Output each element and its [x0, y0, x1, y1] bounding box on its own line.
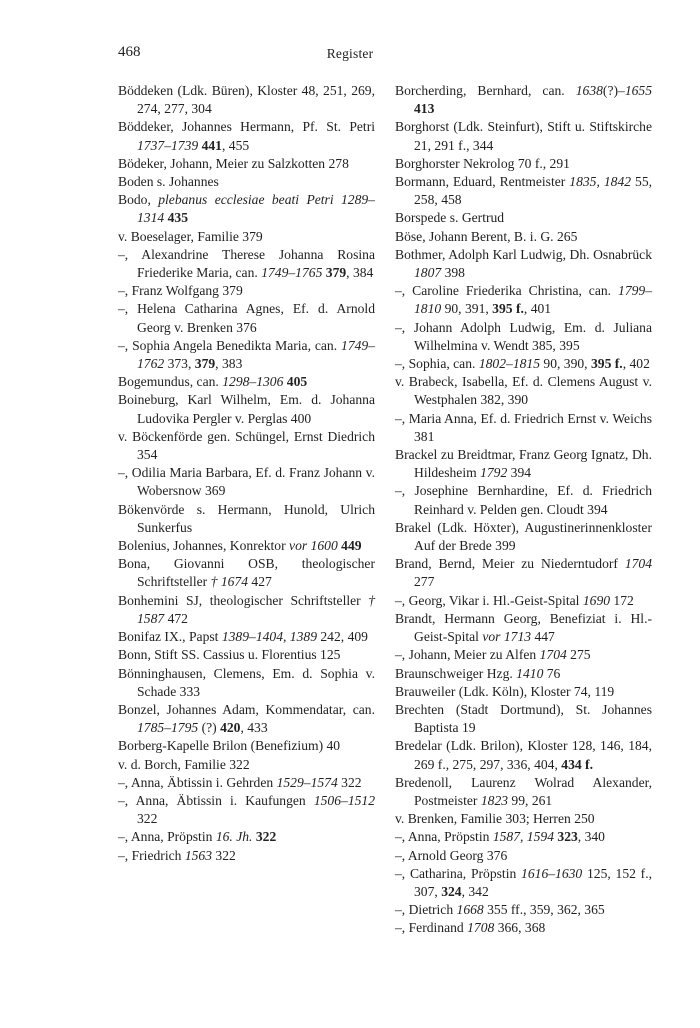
register-entry: Böddeken (Ldk. Büren), Kloster 48, 251, 269, 274, 277, 304: [118, 83, 375, 117]
register-column-right: [395, 82, 652, 938]
register-entry: –, Arnold Georg 376: [395, 847, 508, 863]
register-entry: Borberg-Kapelle Brilon (Benefizium) 40: [118, 738, 341, 754]
register-entry: Bonzel, Johannes Adam, Kommendatar, can. 1785–1795 (?) 420, 433: [118, 701, 375, 736]
register-entry: Brauweiler (Ldk. Köln), Kloster 74, 119: [395, 683, 615, 699]
register-entry: –, Anna, Pröpstin 1587, 1594 323, 340: [395, 829, 605, 845]
register-entry: –, Alexandrine Therese Johanna Rosina Friederike Maria, can. 1749–1765 379, 384: [118, 246, 375, 281]
running-head: Register: [326, 46, 374, 61]
register-entry: Brand, Bernd, Meier zu Niederntudorf 1704 277: [395, 556, 652, 590]
register-entry: Brakel (Ldk. Höxter), Augustinerinnenkloster Auf der Brede 399: [395, 519, 652, 554]
register-entry: –, Franz Wolfgang 379: [118, 283, 243, 299]
page-number: 468: [118, 44, 141, 60]
register-entry: Bolenius, Johannes, Konrektor vor 1600 449: [118, 538, 362, 554]
register-entry: v. d. Borch, Familie 322: [118, 756, 250, 772]
register-entry: Bredelar (Ldk. Brilon), Kloster 128, 146, 184, 269 f., 275, 297, 336, 404, 434 f.: [395, 738, 652, 772]
register-entry: –, Sophia, can. 1802–1815 90, 390, 395 f., 402: [395, 356, 650, 372]
register-entry: –, Odilia Maria Barbara, Ef. d. Franz Johann v. Wobersnow 369: [118, 465, 375, 499]
register-entry: Borspede s. Gertrud: [395, 210, 505, 226]
register-entry: Bredenoll, Laurenz Wolrad Alexander, Postmeister 1823 99, 261: [395, 774, 652, 808]
register-entry: Böse, Johann Berent, B. i. G. 265: [395, 228, 578, 244]
register-entry: Bonifaz IX., Papst 1389–1404, 1389 242, 409: [118, 629, 368, 645]
register-entry: –, Georg, Vikar i. Hl.-Geist-Spital 1690 172: [395, 592, 634, 608]
register-entry: –, Dietrich 1668 355 ff., 359, 362, 365: [395, 902, 605, 918]
register-entry: –, Ferdinand 1708 366, 368: [395, 920, 546, 936]
register-column-left: [118, 82, 375, 865]
register-entry: Bonhemini SJ, theologischer Schriftsteller † 1587 472: [118, 592, 375, 626]
register-entry: Bödeker, Johann, Meier zu Salzkotten 278: [118, 155, 349, 171]
register-entry: Brackel zu Breidtmar, Franz Georg Ignatz, Dh. Hildesheim 1792 394: [395, 447, 652, 481]
register-entry: Bonn, Stift SS. Cassius u. Florentius 125: [118, 647, 341, 663]
register-entry: –, Johann, Meier zu Alfen 1704 275: [395, 647, 591, 663]
register-entry: Bodo, plebanus ecclesiae beati Petri 1289–1314 435: [118, 192, 375, 226]
register-entry: Brandt, Hermann Georg, Benefiziat i. Hl.-Geist-Spital vor 1713 447: [395, 610, 652, 645]
register-entry: Bökenvörde s. Hermann, Hunold, Ulrich Sunkerfus: [118, 501, 375, 535]
register-entry: Boden s. Johannes: [118, 174, 219, 190]
register-entry: v. Böckenförde gen. Schüngel, Ernst Diedrich 354: [118, 428, 375, 463]
register-entry: –, Anna, Äbtissin i. Kaufungen 1506–1512 322: [118, 792, 375, 827]
register-entry: –, Maria Anna, Ef. d. Friedrich Ernst v. Weichs 381: [395, 410, 652, 444]
register-entry: v. Brabeck, Isabella, Ef. d. Clemens August v. Westphalen 382, 390: [395, 374, 652, 408]
register-entry: Bothmer, Adolph Karl Ludwig, Dh. Osnabrück 1807 398: [395, 246, 652, 281]
register-entry: v. Boeselager, Familie 379: [118, 228, 263, 244]
register-entry: –, Friedrich 1563 322: [118, 847, 236, 863]
register-entry: –, Anna, Pröpstin 16. Jh. 322: [118, 829, 277, 845]
register-entry: v. Brenken, Familie 303; Herren 250: [395, 811, 595, 827]
register-entry: Braunschweiger Hzg. 1410 76: [395, 665, 561, 681]
register-entry: Boineburg, Karl Wilhelm, Em. d. Johanna Ludovika Pergler v. Perglas 400: [118, 392, 375, 426]
register-entry: Bönninghausen, Clemens, Em. d. Sophia v. Schade 333: [118, 665, 375, 699]
register-entry: Brechten (Stadt Dortmund), St. Johannes Baptista 19: [395, 701, 652, 736]
register-entry: –, Helena Catharina Agnes, Ef. d. Arnold Georg v. Brenken 376: [118, 301, 375, 335]
register-entry: –, Catharina, Pröpstin 1616–1630 125, 152 f., 307, 324, 342: [395, 865, 653, 899]
register-entry: Bormann, Eduard, Rentmeister 1835, 1842 55, 258, 458: [395, 174, 653, 208]
register-entry: –, Anna, Äbtissin i. Gehrden 1529–1574 322: [118, 774, 362, 790]
register-entry: Böddeker, Johannes Hermann, Pf. St. Petri 1737–1739 441, 455: [118, 119, 375, 153]
register-entry: Borcherding, Bernhard, can. 1638(?)–1655 413: [395, 83, 652, 117]
register-entry: –, Johann Adolph Ludwig, Em. d. Juliana Wilhelmina v. Wendt 385, 395: [395, 319, 652, 353]
register-entry: –, Josephine Bernhardine, Ef. d. Friedrich Reinhard v. Pelden gen. Cloudt 394: [395, 483, 652, 517]
register-entry: Borghorster Nekrolog 70 f., 291: [395, 155, 570, 171]
register-entry: Bogemundus, can. 1298–1306 405: [118, 374, 308, 390]
register-entry: –, Caroline Friederika Christina, can. 1799–1810 90, 391, 395 f., 401: [395, 283, 652, 317]
register-entry: Borghorst (Ldk. Steinfurt), Stift u. Stiftskirche 21, 291 f., 344: [395, 119, 652, 153]
register-entry: Bona, Giovanni OSB, theologischer Schriftsteller † 1674 427: [118, 556, 375, 590]
register-entry: –, Sophia Angela Benedikta Maria, can. 1749–1762 373, 379, 383: [118, 337, 375, 372]
